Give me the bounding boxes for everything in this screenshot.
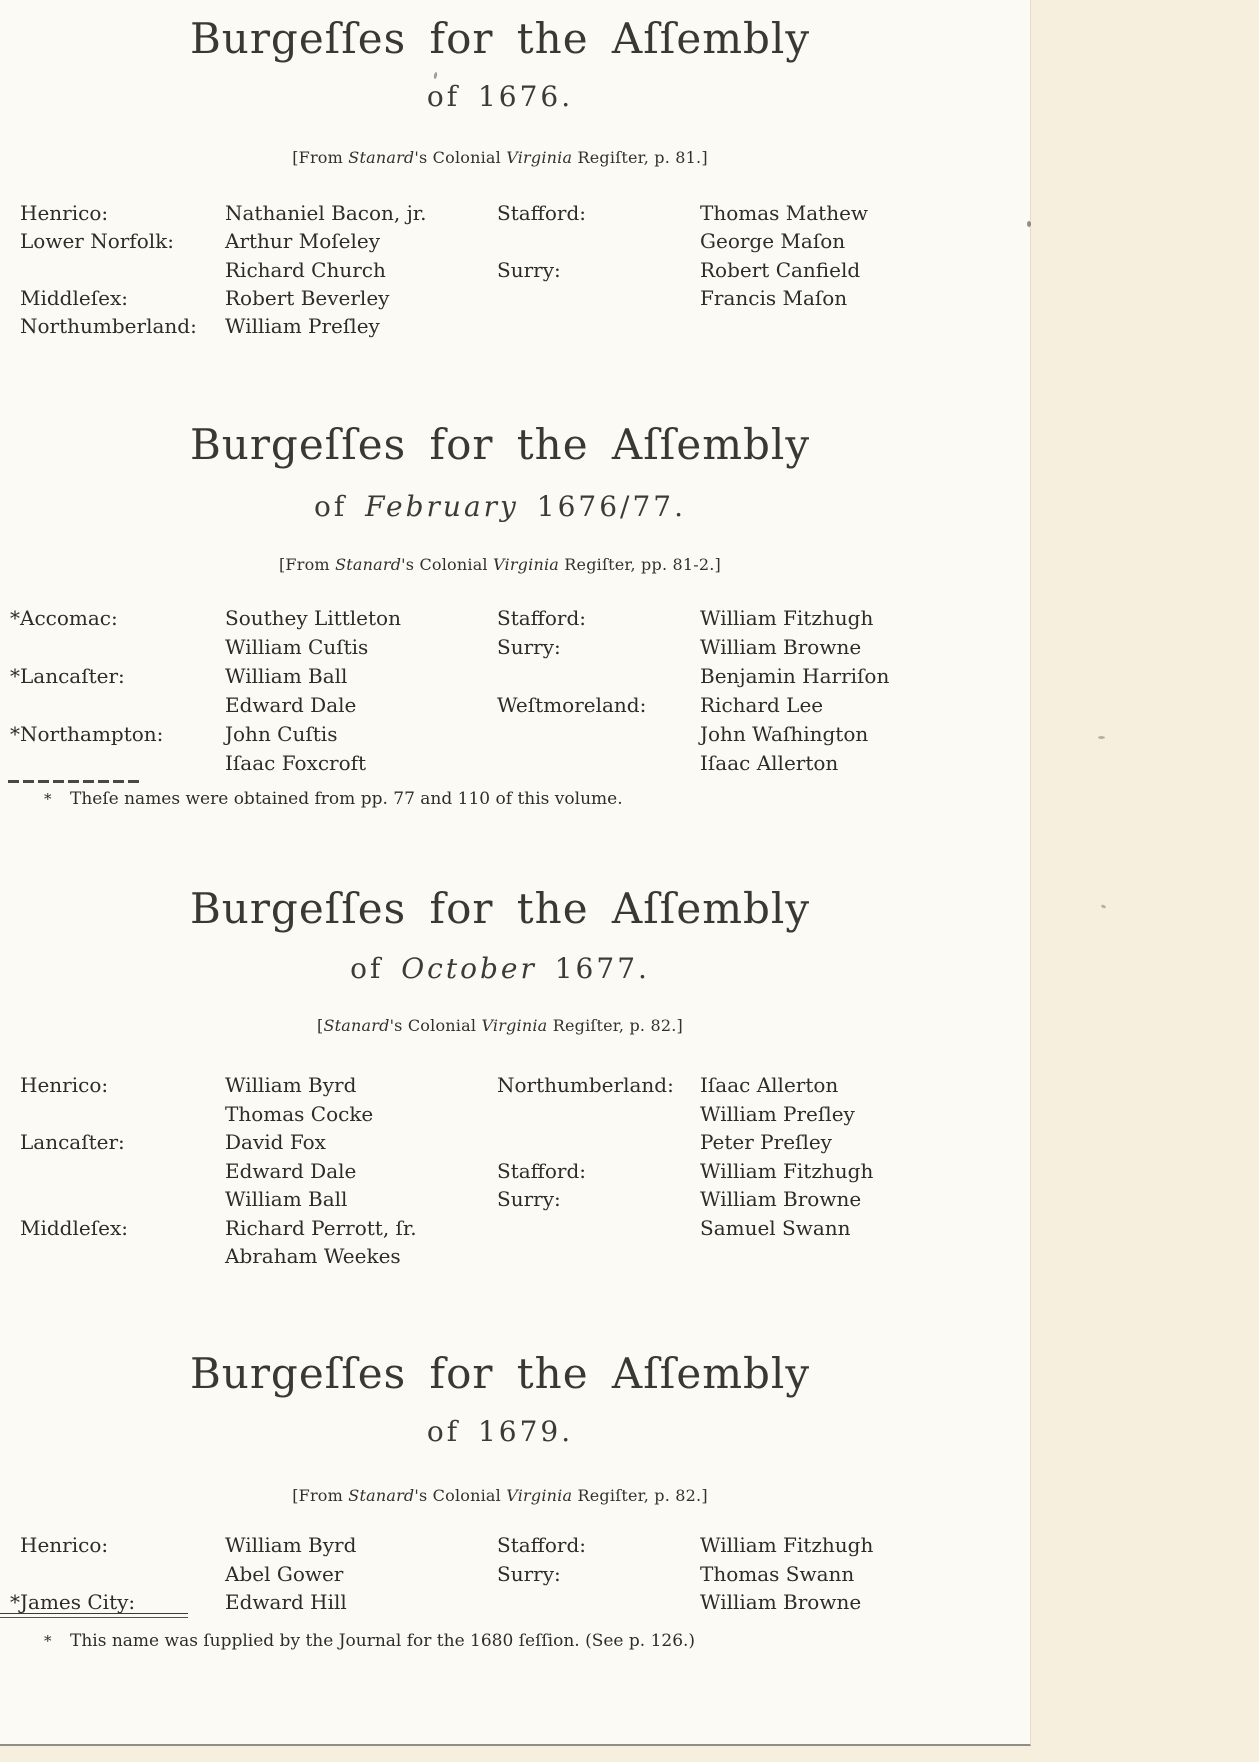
county-cell bbox=[20, 256, 225, 284]
county-cell bbox=[497, 749, 700, 778]
burgess-name-cell: Samuel Swann bbox=[700, 1215, 851, 1240]
county-cell: Surry: bbox=[497, 257, 561, 282]
burgess-name-cell: William Browne bbox=[700, 1590, 862, 1614]
burgess-name-cell bbox=[700, 312, 1000, 340]
italic-text-segment: Stanard bbox=[335, 555, 402, 574]
county-cell bbox=[497, 1214, 700, 1243]
footnote bbox=[0, 1630, 980, 1652]
italic-text-segment: Stanard bbox=[348, 1486, 415, 1505]
county-cell: Stafford: bbox=[497, 201, 587, 225]
burgess-name-cell: William Fitzhugh bbox=[700, 1533, 874, 1557]
county-cell bbox=[497, 1100, 700, 1129]
text-segment: Regiſter, pp. 81-2.] bbox=[559, 555, 721, 574]
county-cell bbox=[497, 720, 700, 749]
county-cell: Northumberland: bbox=[497, 1073, 674, 1097]
text-segment: 's Colonial bbox=[389, 1016, 482, 1035]
burgess-name-cell: Robert Beverley bbox=[225, 285, 390, 310]
burgess-name-cell: Abel Gower bbox=[225, 1561, 344, 1586]
italic-text-segment: Stanard bbox=[348, 148, 415, 167]
county-cell bbox=[497, 1128, 700, 1157]
county-cell: *James City: bbox=[10, 1588, 225, 1617]
county-cell bbox=[20, 1157, 225, 1186]
county-cell bbox=[20, 633, 225, 662]
burgess-name-cell: Robert Canfield bbox=[700, 257, 861, 282]
burgess-table bbox=[0, 1531, 1000, 1617]
text-segment: [ bbox=[317, 1016, 324, 1035]
text-segment: Regiſter, p. 81.] bbox=[572, 148, 708, 167]
burgess-name-cell: Edward Dale bbox=[225, 693, 357, 717]
section-citation bbox=[0, 1015, 1000, 1037]
text-segment: Regiſter, p. 82.] bbox=[572, 1486, 708, 1505]
burgess-name-cell: George Maſon bbox=[700, 229, 846, 254]
burgess-name-cell: William Browne bbox=[700, 1187, 862, 1211]
section-title: Burgeſſes for the Aſſembly bbox=[189, 1349, 811, 1398]
burgess-name-cell: Arthur Moſeley bbox=[225, 229, 381, 254]
section-citation bbox=[0, 147, 1000, 169]
burgess-table bbox=[0, 1071, 1000, 1271]
burgess-name-cell: David Fox bbox=[225, 1130, 326, 1154]
burgess-name-cell: William Fitzhugh bbox=[700, 1158, 874, 1183]
italic-text-segment: October bbox=[401, 952, 537, 985]
footnote-text: This name was ſupplied by the Journal for the 1680 ſeſſion. (See p. 126.) bbox=[70, 1631, 696, 1651]
burgess-name-cell: Thomas Cocke bbox=[225, 1101, 374, 1126]
burgess-name-cell: William Browne bbox=[700, 635, 862, 659]
burgess-name-cell: Edward Dale bbox=[225, 1158, 357, 1183]
text-segment: 's Colonial bbox=[414, 1486, 507, 1505]
text-segment: 1676/77. bbox=[518, 490, 686, 523]
county-cell bbox=[497, 312, 700, 340]
burgess-name-cell: Francis Maſon bbox=[700, 285, 848, 310]
footnote-rule bbox=[8, 780, 140, 783]
county-cell bbox=[497, 227, 700, 255]
section-title: Burgeſſes for the Aſſembly bbox=[189, 884, 811, 933]
burgess-table bbox=[0, 604, 1000, 778]
burgess-name-cell: Iſaac Foxcroft bbox=[225, 751, 367, 775]
burgess-name-cell: Richard Lee bbox=[700, 693, 824, 717]
section-subtitle bbox=[0, 1415, 1000, 1449]
burgess-name-cell: Thomas Swann bbox=[700, 1561, 855, 1586]
section-title: Burgeſſes for the Aſſembly bbox=[189, 14, 811, 63]
burgess-name-cell: William Preſley bbox=[700, 1101, 855, 1126]
county-cell bbox=[497, 1242, 700, 1271]
section-assembly-1679 bbox=[0, 1349, 1000, 1709]
text-segment: 1677. bbox=[536, 952, 650, 985]
county-cell bbox=[20, 1242, 225, 1271]
burgess-name-cell: Richard Perrott, ſr. bbox=[225, 1215, 417, 1240]
italic-text-segment: Stanard bbox=[323, 1016, 390, 1035]
burgess-name-cell: Iſaac Allerton bbox=[700, 751, 839, 775]
burgess-name-cell: John Cuſtis bbox=[225, 722, 338, 746]
burgess-name-cell: William Preſley bbox=[225, 314, 380, 339]
section-assembly-1676 bbox=[0, 14, 1000, 394]
county-cell: Henrico: bbox=[20, 1073, 109, 1097]
text-segment: of 1679. bbox=[426, 1415, 574, 1448]
burgess-name-cell: William Byrd bbox=[225, 1533, 357, 1557]
text-segment: of bbox=[350, 952, 402, 985]
county-cell bbox=[20, 1100, 225, 1129]
burgess-table bbox=[0, 199, 1000, 340]
italic-text-segment: Virginia bbox=[506, 1486, 573, 1505]
footnote-text: Theſe names were obtained from pp. 77 and 110 of this volume. bbox=[70, 789, 623, 809]
footnote bbox=[0, 788, 980, 810]
county-cell: Surry: bbox=[497, 1187, 561, 1211]
text-segment: [From bbox=[292, 1486, 349, 1505]
text-segment: [From bbox=[278, 555, 336, 574]
county-cell: Surry: bbox=[497, 1561, 561, 1586]
county-cell bbox=[497, 1588, 700, 1617]
text-segment: of bbox=[314, 490, 366, 523]
section-citation bbox=[0, 1485, 1000, 1507]
text-segment: Regiſter, p. 82.] bbox=[547, 1016, 683, 1035]
county-cell bbox=[20, 749, 225, 778]
section-title: Burgeſſes for the Aſſembly bbox=[189, 420, 811, 469]
burgess-name-cell: Richard Church bbox=[225, 257, 386, 282]
burgess-name-cell: Thomas Mathew bbox=[700, 201, 869, 225]
county-cell: Stafford: bbox=[497, 1158, 587, 1183]
burgess-name-cell: Abraham Weekes bbox=[225, 1244, 401, 1268]
county-cell: Stafford: bbox=[497, 606, 587, 630]
text-segment: 's Colonial bbox=[414, 148, 507, 167]
burgess-name-cell: Southey Littleton bbox=[225, 606, 401, 630]
scan-speck bbox=[1027, 221, 1031, 227]
burgess-name-cell: William Ball bbox=[225, 1187, 348, 1211]
section-assembly-february-1676-77 bbox=[0, 420, 1000, 840]
burgess-name-cell: William Byrd bbox=[225, 1073, 357, 1097]
county-cell: Middleſex: bbox=[20, 1215, 128, 1240]
county-cell: Weſtmoreland: bbox=[497, 693, 647, 717]
burgess-name-cell: William Cuſtis bbox=[225, 635, 369, 659]
footnote-marker: * bbox=[44, 790, 52, 808]
county-cell bbox=[20, 691, 225, 720]
county-cell: Lower Norfolk: bbox=[20, 229, 174, 254]
scan-speck bbox=[1101, 904, 1107, 909]
burgess-name-cell: John Waſhington bbox=[700, 722, 869, 746]
italic-text-segment: Virginia bbox=[481, 1016, 548, 1035]
county-cell: *Northampton: bbox=[10, 722, 164, 746]
burgess-name-cell: William Fitzhugh bbox=[700, 606, 874, 630]
county-cell: Middleſex: bbox=[20, 285, 128, 310]
section-assembly-october-1677 bbox=[0, 884, 1000, 1304]
italic-text-segment: Virginia bbox=[493, 555, 560, 574]
county-cell bbox=[497, 662, 700, 691]
burgess-name-cell: Iſaac Allerton bbox=[700, 1073, 839, 1097]
burgess-name-cell: William Ball bbox=[225, 664, 348, 688]
county-cell: *Accomac: bbox=[10, 606, 118, 630]
county-cell: *Lancaſter: bbox=[10, 664, 125, 688]
county-cell bbox=[20, 1185, 225, 1214]
burgess-name-cell bbox=[700, 1242, 1000, 1271]
county-cell: Northumberland: bbox=[20, 314, 197, 339]
scan-speck bbox=[1098, 736, 1105, 739]
footnote-marker: * bbox=[44, 1632, 52, 1650]
county-cell bbox=[20, 1560, 225, 1589]
italic-text-segment: February bbox=[365, 490, 519, 523]
burgess-name-cell: Peter Preſley bbox=[700, 1130, 832, 1154]
text-segment: of 1676. bbox=[426, 80, 574, 113]
county-cell bbox=[497, 284, 700, 312]
text-segment: 's Colonial bbox=[401, 555, 494, 574]
italic-text-segment: Virginia bbox=[506, 148, 573, 167]
county-cell: Surry: bbox=[497, 635, 561, 659]
burgess-name-cell: Benjamin Harriſon bbox=[700, 664, 890, 688]
section-subtitle bbox=[0, 952, 1000, 986]
county-cell: Lancaſter: bbox=[20, 1130, 125, 1154]
county-cell: Stafford: bbox=[497, 1533, 587, 1557]
text-segment: [From bbox=[292, 148, 349, 167]
section-citation bbox=[0, 554, 1000, 576]
section-subtitle bbox=[0, 80, 1000, 114]
burgess-name-cell: Nathaniel Bacon, jr. bbox=[225, 201, 427, 225]
section-subtitle bbox=[0, 490, 1000, 524]
county-cell: Henrico: bbox=[20, 201, 109, 225]
county-cell: Henrico: bbox=[20, 1533, 109, 1557]
burgess-name-cell: Edward Hill bbox=[225, 1590, 347, 1614]
